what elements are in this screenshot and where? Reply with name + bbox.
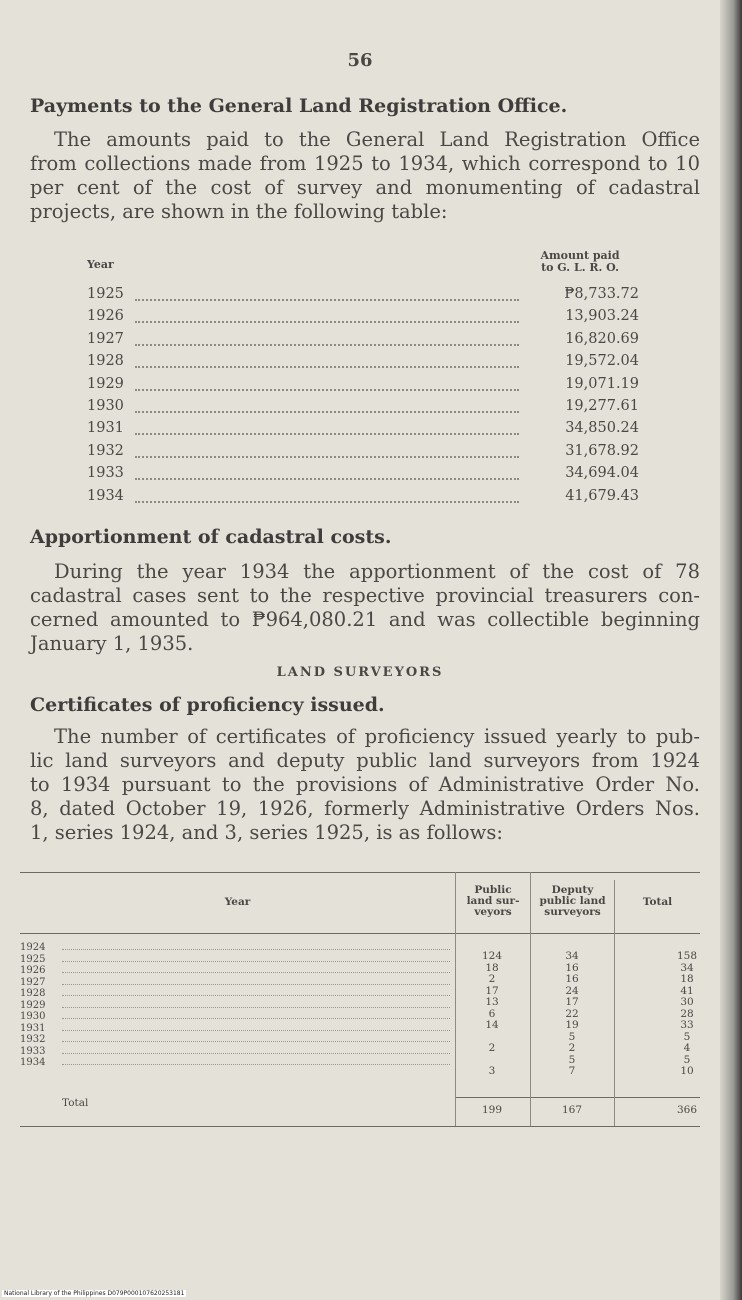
table2-cell: 6 bbox=[488, 1007, 496, 1020]
dot-leader bbox=[62, 949, 450, 950]
table2-cell: 18 bbox=[485, 961, 499, 974]
dot-leader bbox=[135, 344, 519, 346]
table2-cell: 17 bbox=[485, 984, 499, 997]
dot-leader bbox=[135, 321, 519, 323]
table1-amount: ₱8,733.72 bbox=[564, 286, 639, 302]
paragraph-line: projects, are shown in the following table: bbox=[30, 200, 448, 223]
table1-year: 1930 bbox=[87, 398, 124, 414]
table2-header-total: Total bbox=[642, 896, 673, 908]
section-heading-apportionment: Apportionment of cadastral costs. bbox=[30, 526, 392, 548]
table1-amount: 19,572.04 bbox=[565, 353, 639, 370]
table2-cell: 5 bbox=[683, 1030, 691, 1043]
table1-row bbox=[87, 398, 639, 420]
table2-cell: 34 bbox=[680, 961, 694, 974]
table2-total-rule bbox=[455, 1097, 700, 1098]
table1-row bbox=[87, 353, 639, 375]
dot-leader bbox=[62, 1041, 450, 1042]
table1-header-amount-line: Amount paid bbox=[540, 249, 620, 262]
paragraph-line: lic land surveyors and deputy public land surveyors from 1924 bbox=[30, 749, 700, 772]
table2-year: 1929 bbox=[20, 999, 46, 1011]
table2-cell: 5 bbox=[683, 1053, 691, 1066]
table2-cell: 33 bbox=[680, 1019, 694, 1031]
table2-header-line: Public bbox=[474, 884, 512, 896]
table2-header-deputy-surveyors bbox=[531, 885, 614, 918]
table2-header-line: veyors bbox=[474, 906, 512, 918]
dot-leader bbox=[62, 1030, 450, 1031]
dot-leader bbox=[135, 456, 519, 458]
dot-leader bbox=[135, 366, 519, 368]
table2-cell: 10 bbox=[680, 1065, 694, 1077]
paragraph-line: The number of certificates of proficiency issued yearly to pub- bbox=[54, 725, 700, 748]
table2-cell: 5 bbox=[568, 1053, 576, 1066]
table2-cell: 2 bbox=[488, 1042, 496, 1054]
table2-cell: 28 bbox=[680, 1007, 694, 1020]
table2-cell: 30 bbox=[680, 996, 694, 1008]
table2-cell: 17 bbox=[565, 996, 579, 1008]
table2-cell: 34 bbox=[565, 950, 579, 962]
table2-year: 1931 bbox=[20, 1022, 46, 1034]
table2-year: 1932 bbox=[20, 1034, 46, 1045]
table2-cell: 13 bbox=[485, 996, 499, 1008]
dot-leader bbox=[62, 972, 450, 973]
table2-cell: 18 bbox=[680, 973, 694, 985]
dot-leader bbox=[62, 1018, 450, 1019]
table1-year: 1932 bbox=[87, 442, 124, 459]
paragraph-line: 1, series 1924, and 3, series 1925, is as follows: bbox=[30, 821, 503, 844]
paragraph-line: 8, dated October 19, 1926, formerly Administrative Orders Nos. bbox=[30, 797, 700, 820]
dot-leader bbox=[62, 961, 450, 962]
table1-row bbox=[87, 488, 639, 510]
table1-year: 1927 bbox=[87, 330, 124, 347]
dot-leader bbox=[62, 995, 450, 996]
table1-amount: 19,071.19 bbox=[565, 375, 639, 392]
table1-year: 1925 bbox=[87, 286, 124, 302]
table1-amount: 34,694.04 bbox=[565, 465, 639, 482]
section-heading-certificates: Certificates of proficiency issued. bbox=[30, 694, 385, 716]
table1-amount: 16,820.69 bbox=[565, 330, 639, 347]
table1-row bbox=[87, 376, 639, 398]
paragraph-line: cerned amounted to ₱964,080.21 and was collectible beginning bbox=[30, 608, 700, 631]
table1-row bbox=[87, 420, 639, 442]
table2-year: 1933 bbox=[20, 1045, 46, 1057]
dot-leader bbox=[135, 299, 519, 301]
table2-header-public-surveyors bbox=[456, 885, 530, 918]
dot-leader bbox=[62, 1007, 450, 1008]
table2-cell: 4 bbox=[683, 1042, 691, 1054]
table2-header-line: land sur- bbox=[466, 895, 520, 907]
table1-row bbox=[87, 465, 639, 487]
table2-year: 1926 bbox=[20, 965, 46, 976]
paragraph-line: January 1, 1935. bbox=[30, 632, 194, 655]
dot-leader bbox=[135, 389, 519, 391]
dot-leader bbox=[135, 411, 519, 413]
table1-amount: 13,903.24 bbox=[565, 308, 639, 325]
dot-leader bbox=[62, 1064, 450, 1065]
table2-header-line: Deputy bbox=[551, 884, 594, 896]
dot-leader bbox=[135, 501, 519, 503]
table1-row bbox=[87, 308, 639, 330]
table1-year: 1933 bbox=[87, 465, 124, 482]
table1-year: 1926 bbox=[87, 308, 124, 325]
table2-cell: 7 bbox=[568, 1065, 576, 1077]
paragraph-apportionment bbox=[30, 560, 700, 656]
paragraph-line: to 1934 pursuant to the provisions of Administrative Order No. bbox=[30, 773, 700, 796]
table2-cell: 3 bbox=[488, 1065, 496, 1077]
table2-year: 1927 bbox=[20, 976, 46, 988]
page-number: 56 bbox=[347, 50, 373, 71]
table2-column-divider bbox=[614, 880, 615, 1126]
paragraph-certificates bbox=[30, 725, 700, 845]
table2-header-rule bbox=[20, 933, 700, 934]
table2-year: 1924 bbox=[20, 942, 46, 953]
table1-header-amount bbox=[515, 250, 645, 274]
table2-cell: 16 bbox=[565, 973, 579, 985]
table2-cell: 5 bbox=[568, 1030, 576, 1043]
table2-cell: 2 bbox=[488, 973, 496, 985]
table1-amount: 34,850.24 bbox=[565, 420, 639, 437]
table2-year: 1934 bbox=[20, 1057, 46, 1068]
table1-row bbox=[87, 286, 639, 308]
paragraph-line: cadastral cases sent to the respective provincial treasurers con- bbox=[30, 584, 700, 607]
table1-year: 1931 bbox=[87, 420, 124, 437]
dot-leader bbox=[62, 984, 450, 985]
table1-row bbox=[87, 331, 639, 353]
table2-cell: 2 bbox=[568, 1042, 576, 1054]
table2-cell: 158 bbox=[676, 950, 698, 962]
table1-year: 1928 bbox=[87, 353, 124, 370]
dot-leader bbox=[62, 1053, 450, 1054]
page-edge-shadow bbox=[720, 0, 742, 1300]
table2-cell: 19 bbox=[565, 1019, 579, 1031]
table2-total-public: 199 bbox=[481, 1104, 503, 1116]
table2-header-line: public land bbox=[539, 895, 606, 907]
table1-header-amount-line: to G. L. R. O. bbox=[541, 261, 619, 274]
table2-total-label: Total bbox=[62, 1097, 89, 1109]
table1-year: 1929 bbox=[87, 375, 124, 392]
table1-row bbox=[87, 443, 639, 465]
table2-cell: 124 bbox=[481, 950, 503, 962]
table2-cell: 22 bbox=[565, 1007, 579, 1020]
table2-cell: 41 bbox=[680, 984, 694, 997]
table2-year: 1925 bbox=[20, 953, 46, 965]
table2-total-all: 366 bbox=[676, 1104, 698, 1116]
table2-total-deputy: 167 bbox=[561, 1104, 583, 1116]
table2-year: 1930 bbox=[20, 1011, 46, 1022]
paragraph-line: During the year 1934 the apportionment of the cost of 78 bbox=[54, 560, 700, 583]
section-caption-land-surveyors: LAND SURVEYORS bbox=[276, 665, 444, 680]
table2-bottom-rule bbox=[20, 1126, 700, 1127]
table1-amount: 19,277.61 bbox=[565, 398, 639, 414]
section-heading-payments: Payments to the General Land Registration Office. bbox=[30, 95, 568, 117]
library-footer: National Library of the Philippines D079P000107620253181 bbox=[4, 1290, 185, 1297]
table1-amount: 31,678.92 bbox=[565, 442, 639, 459]
paragraph-line: per cent of the cost of survey and monumenting of cadastral bbox=[30, 176, 700, 199]
table2-cell: 16 bbox=[565, 961, 579, 974]
paragraph-line: The amounts paid to the General Land Registration Office bbox=[54, 128, 700, 151]
dot-leader bbox=[135, 478, 519, 480]
table2-cell: 24 bbox=[565, 984, 579, 997]
table1-amount: 41,679.43 bbox=[565, 487, 639, 504]
dot-leader bbox=[135, 433, 519, 435]
table2-year: 1928 bbox=[20, 988, 46, 999]
table1-header-year: Year bbox=[87, 258, 114, 271]
table1-year: 1934 bbox=[87, 487, 124, 504]
table2-top-rule bbox=[20, 872, 700, 873]
paragraph-payments bbox=[30, 128, 700, 224]
table2-header-line: surveyors bbox=[544, 906, 601, 918]
table2-cell: 14 bbox=[485, 1019, 499, 1031]
paragraph-line: from collections made from 1925 to 1934, which correspond to 10 bbox=[30, 152, 700, 175]
table2-header-year: Year bbox=[224, 896, 251, 908]
